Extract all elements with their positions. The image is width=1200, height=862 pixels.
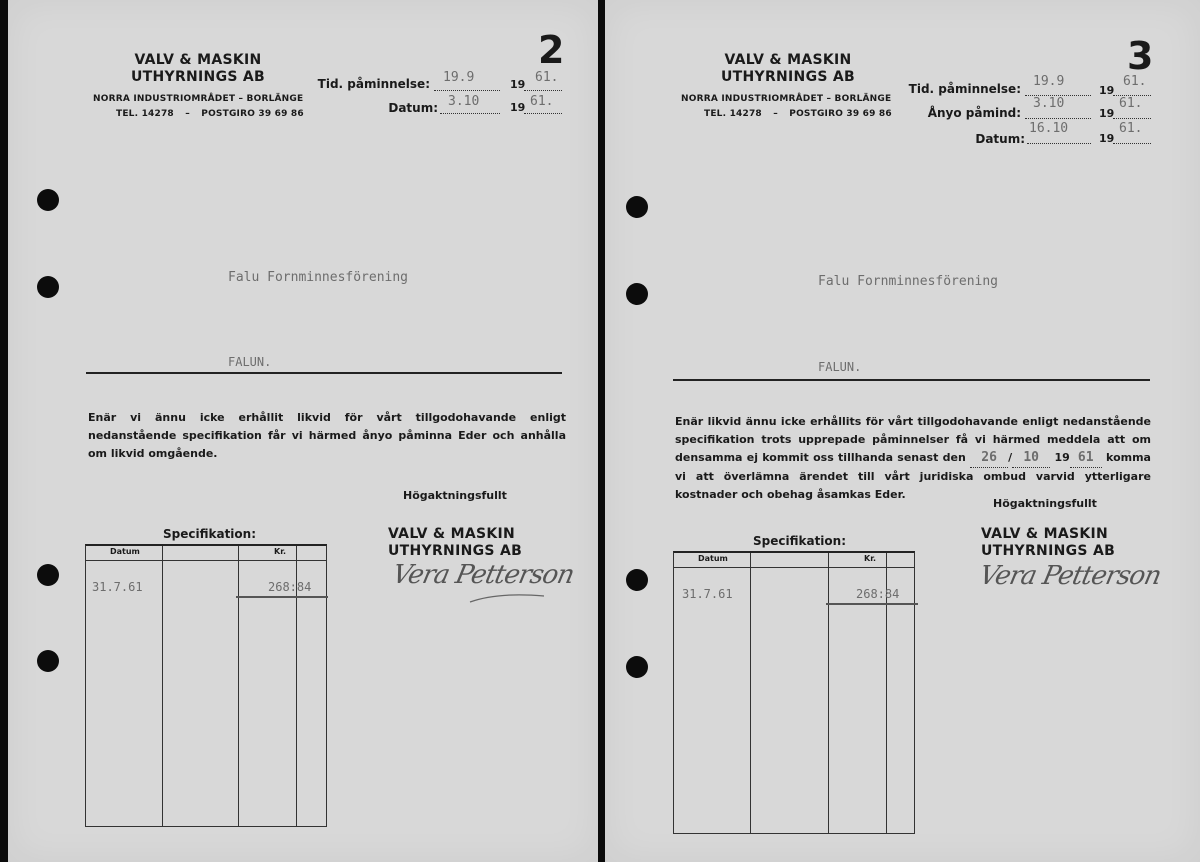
reminder-letter-3 [605, 0, 1200, 862]
date-year-prefix: 19 [510, 101, 526, 114]
company-name-line1: VALV & MASKIN [134, 52, 262, 68]
letter-body: Enär vi ännu icke erhållit likvid för vårt tillgodohavande enligt nedanstående specifikation får vi härmed ånyo påminna Eder och anhålla om likvid omgående. [88, 411, 566, 460]
spec-col-divider [828, 553, 829, 833]
reminder-letter-2 [8, 0, 598, 862]
reminder-year-line [524, 90, 562, 91]
recipient-name: Falu Fornminnesförening [228, 270, 409, 285]
reminder-year-value: 61. [1123, 74, 1147, 89]
greeting: Högaktningsfullt [993, 497, 1097, 510]
signature-company [388, 526, 522, 560]
spec-header-rule [86, 560, 326, 561]
spec-sum-rule [236, 596, 328, 598]
date-year-line [524, 113, 562, 114]
contact-dash: – [185, 109, 190, 119]
greeting: Högaktningsfullt [403, 489, 507, 502]
company-tel: TEL. 14278 [116, 109, 174, 119]
signature-company-line1: VALV & MASKIN [981, 526, 1109, 542]
date-year-value: 61. [530, 94, 554, 109]
company-address: NORRA INDUSTRIOMRÅDET – BORLÄNGE [93, 94, 304, 104]
signature-company-line1: VALV & MASKIN [388, 526, 516, 542]
spec-col-divider [162, 546, 163, 826]
spec-header-kr: Kr. [864, 554, 877, 563]
punch-hole [626, 196, 648, 218]
second-reminder-year-value: 61. [1119, 96, 1143, 111]
date-value: 16.10 [1029, 121, 1069, 136]
spec-table [673, 551, 915, 834]
deadline-day: 26 [970, 449, 1008, 468]
spec-row-kr: 268:84 [856, 587, 900, 601]
date-year-line [1113, 143, 1151, 144]
spec-col-divider [238, 546, 239, 826]
date-value: 3.10 [448, 94, 480, 109]
address-rule [86, 372, 562, 374]
spec-sum-rule [826, 603, 918, 605]
spec-header-rule [674, 567, 914, 568]
punch-hole [626, 283, 648, 305]
reminder-date-label: Tid. påminnelse: [317, 77, 430, 91]
spec-table [85, 544, 327, 827]
company-name-line1: VALV & MASKIN [724, 52, 852, 68]
reminder-year-value: 61. [535, 70, 559, 85]
date-label: Datum: [975, 132, 1025, 146]
deadline-month: 10 [1012, 449, 1050, 468]
punch-hole [37, 276, 59, 298]
punch-hole [626, 656, 648, 678]
company-name-header [698, 52, 878, 86]
signature-flourish [468, 590, 548, 610]
punch-hole [626, 569, 648, 591]
punch-hole [37, 189, 59, 211]
address-rule [673, 379, 1150, 381]
recipient-city: FALUN. [818, 360, 862, 374]
second-reminder-year-prefix: 19 [1099, 107, 1115, 120]
date-year-value: 61. [1119, 121, 1143, 136]
handwritten-signature: Vera Petterson [976, 561, 1164, 591]
reminder-number: 3 [1127, 34, 1154, 78]
punch-hole [37, 564, 59, 586]
company-name-header [108, 52, 288, 86]
spec-header-kr: Kr. [274, 547, 287, 556]
punch-hole [37, 650, 59, 672]
date-label: Datum: [388, 101, 438, 115]
reminder-date-line [434, 90, 500, 91]
spec-header-datum: Datum [698, 554, 728, 563]
company-name-line2: UTHYRNINGS AB [720, 69, 856, 85]
spec-header-datum: Datum [110, 547, 140, 556]
date-line [440, 113, 500, 114]
letter-body [675, 413, 1151, 504]
spec-row-kr: 268:84 [268, 580, 312, 594]
company-postgiro: POSTGIRO 39 69 86 [789, 109, 892, 119]
handwritten-signature: Vera Petterson [389, 560, 577, 590]
second-reminder-line [1025, 118, 1091, 119]
date-line [1027, 143, 1091, 144]
recipient-city: FALUN. [228, 355, 272, 369]
recipient-name: Falu Fornminnesförening [818, 274, 999, 289]
second-reminder-label: Ånyo påmind: [927, 106, 1021, 120]
contact-dash: – [773, 109, 778, 119]
reminder-date-label: Tid. påminnelse: [908, 82, 1021, 96]
company-postgiro: POSTGIRO 39 69 86 [201, 109, 304, 119]
company-address: NORRA INDUSTRIOMRÅDET – BORLÄNGE [681, 94, 892, 104]
company-contact [116, 109, 304, 119]
company-contact [704, 109, 892, 119]
reminder-number: 2 [538, 28, 565, 72]
signature-company-line2: UTHYRNINGS AB [388, 543, 523, 559]
second-reminder-year-line [1113, 118, 1151, 119]
signature-company-line2: UTHYRNINGS AB [981, 543, 1116, 559]
spec-col-divider [750, 553, 751, 833]
reminder-year-prefix: 19 [1099, 84, 1115, 97]
spec-title: Specifikation: [753, 534, 847, 548]
letter-body-part1: Enär likvid ännu icke erhållits för vårt tillgodohavande enligt nedanstående specifikation trots upprepade påminnelser få vi härmed meddela att om densamma ej kommit oss tillhanda senast den [675, 415, 1151, 464]
spec-row-datum: 31.7.61 [682, 587, 733, 601]
deadline-year-prefix: 19 [1054, 451, 1070, 464]
reminder-date-value: 19.9 [1033, 74, 1065, 89]
reminder-year-prefix: 19 [510, 78, 526, 91]
deadline-separator: / [1008, 451, 1013, 464]
company-tel: TEL. 14278 [704, 109, 762, 119]
date-year-prefix: 19 [1099, 132, 1115, 145]
signature-company [981, 526, 1115, 560]
spec-row-datum: 31.7.61 [92, 580, 143, 594]
second-reminder-value: 3.10 [1033, 96, 1065, 111]
letter-body-part2: komma vi att överlämna ärendet till vårt juridiska ombud varvid ytterligare kostnader och obehag åsamkas Eder. [675, 451, 1151, 501]
deadline-year: 61 [1070, 449, 1102, 468]
company-name-line2: UTHYRNINGS AB [130, 69, 266, 85]
spec-title: Specifikation: [163, 527, 257, 541]
reminder-date-value: 19.9 [443, 70, 475, 85]
